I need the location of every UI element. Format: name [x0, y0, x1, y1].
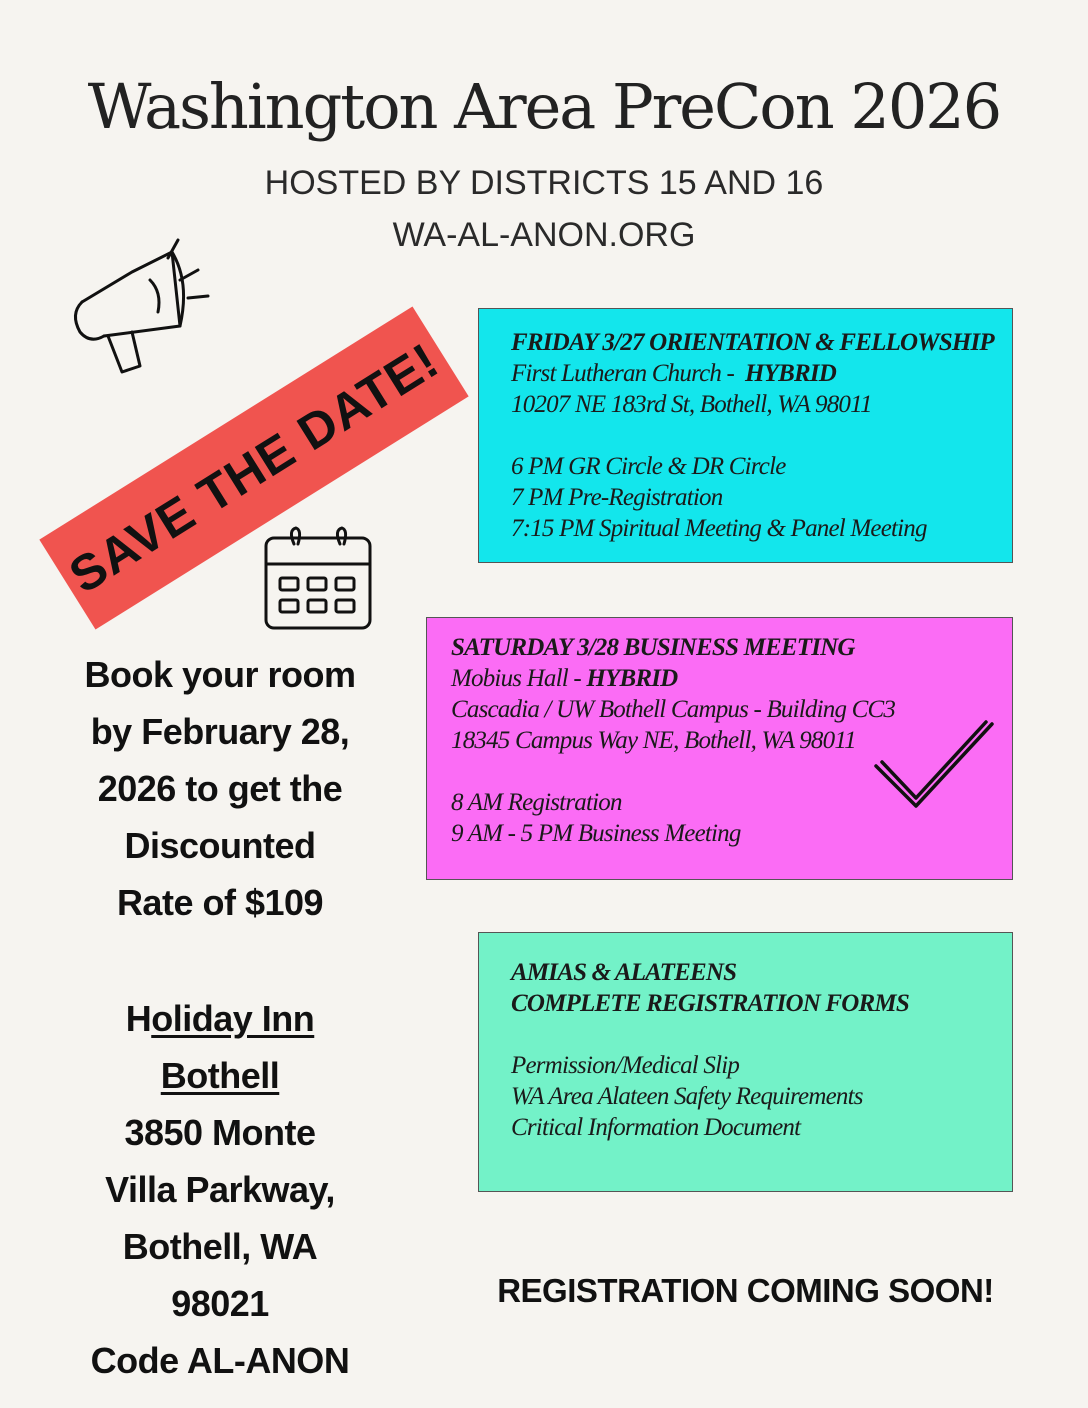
hotel-booking-code: Code AL-ANON — [90, 1340, 350, 1381]
friday-venue-mode: HYBRID — [744, 360, 837, 387]
form-item: Permission/Medical Slip — [511, 1052, 740, 1079]
alateens-subheading: COMPLETE REGISTRATION FORMS — [511, 990, 909, 1017]
saturday-address: 18345 Campus Way NE, Bothell, WA 98011 — [451, 727, 856, 754]
hotel-name-prefix[interactable]: H — [125, 998, 152, 1039]
saturday-venue-line — [451, 663, 1012, 694]
hotel-address-line: Villa Parkway, — [105, 1169, 335, 1210]
booking-line: 2026 to get the — [97, 768, 343, 809]
saturday-venue: Mobius Hall - — [451, 665, 581, 692]
calendar-icon — [258, 522, 378, 634]
friday-event-box — [478, 308, 1013, 563]
booking-line: Discounted — [124, 825, 316, 866]
hotel-name-line2[interactable]: Bothell — [160, 1055, 280, 1096]
registration-coming-soon: REGISTRATION COMING SOON! — [497, 1272, 994, 1309]
saturday-schedule-item: 9 AM - 5 PM Business Meeting — [451, 820, 741, 847]
hotel-address-line: Bothell, WA — [122, 1226, 318, 1267]
friday-schedule-item: 7 PM Pre-Registration — [511, 484, 723, 511]
alateens-heading: AMIAS & ALATEENS — [511, 959, 737, 986]
checkmark-icon — [868, 716, 1000, 816]
booking-info — [30, 646, 410, 931]
friday-address: 10207 NE 183rd St, Bothell, WA 98011 — [511, 391, 872, 418]
booking-line: by February 28, — [90, 711, 350, 752]
hotel-info — [30, 990, 410, 1389]
friday-venue: First Lutheran Church - — [511, 360, 735, 387]
saturday-heading: SATURDAY 3/28 BUSINESS MEETING — [451, 634, 855, 661]
saturday-schedule-item: 8 AM Registration — [451, 789, 622, 816]
hotel-address-line: 98021 — [171, 1283, 269, 1324]
website-link[interactable]: WA-AL-ANON.ORG — [392, 216, 696, 254]
friday-schedule-item: 7:15 PM Spiritual Meeting & Panel Meeting — [511, 515, 927, 542]
booking-line: Book your room — [84, 654, 356, 695]
form-item: Critical Information Document — [511, 1114, 801, 1141]
booking-line: Rate of $109 — [116, 882, 324, 923]
banner-text: SAVE THE DATE! — [59, 332, 449, 604]
hotel-address-line: 3850 Monte — [124, 1112, 316, 1153]
saturday-venue-mode: HYBRID — [586, 665, 678, 692]
saturday-campus: Cascadia / UW Bothell Campus - Building CC3 — [451, 696, 896, 723]
alateens-box — [478, 932, 1013, 1192]
friday-venue-line — [511, 358, 1012, 389]
megaphone-icon — [62, 232, 222, 392]
hosted-by-text: HOSTED BY DISTRICTS 15 AND 16 — [264, 164, 824, 202]
page-title: Washington Area PreCon 2026 — [87, 70, 1001, 143]
friday-heading: FRIDAY 3/27 ORIENTATION & FELLOWSHIP — [511, 329, 994, 356]
friday-schedule-item: 6 PM GR Circle & DR Circle — [511, 453, 786, 480]
hotel-name-line1[interactable] — [30, 990, 410, 1047]
hotel-name-link[interactable]: oliday Inn — [151, 998, 315, 1039]
form-item: WA Area Alateen Safety Requirements — [511, 1083, 863, 1110]
